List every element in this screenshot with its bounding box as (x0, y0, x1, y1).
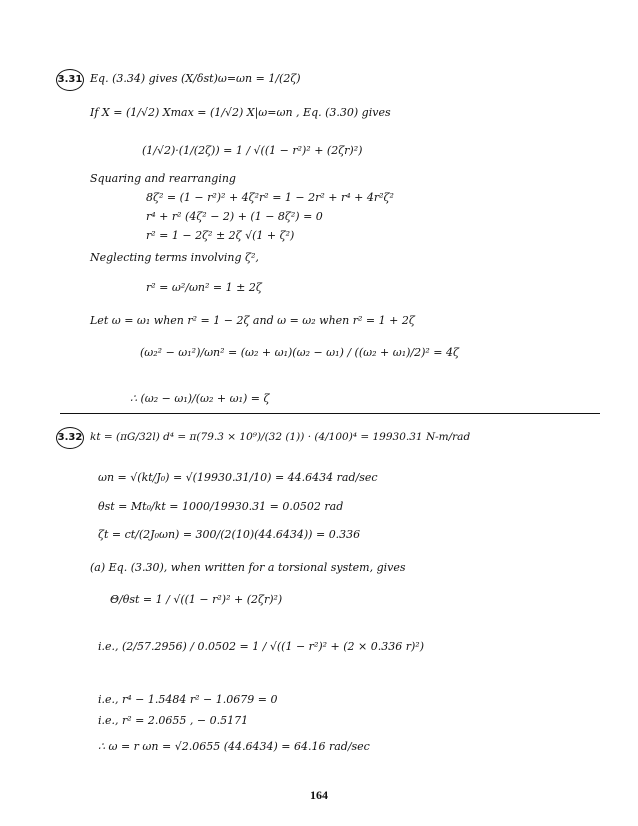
equation-line: r² = ω²/ωn² = 1 ± 2ζ (146, 281, 262, 294)
equation-line: i.e., (2/57.2956) / 0.0502 = 1 / √((1 − r²)² + (2 × 0.336 r)²) (98, 640, 425, 653)
equation-line: r² = 1 − 2ζ² ± 2ζ √(1 + ζ²) (146, 229, 295, 242)
equation-line: ∴ ω = r ωn = √2.0655 (44.6434) = 64.16 rad/sec (98, 740, 370, 753)
text-line: Squaring and rearranging (90, 172, 236, 185)
text-line: Let ω = ω₁ when r² = 1 − 2ζ and ω = ω₂ when r² = 1 + 2ζ (90, 314, 415, 327)
page-number: 164 (310, 788, 328, 802)
equation-line: i.e., r² = 2.0655 , − 0.5171 (98, 714, 249, 727)
equation-line: ζt = ct/(2J₀ωn) = 300/(2(10)(44.6434)) = 0.336 (98, 528, 361, 541)
equation-line: If X = (1/√2) Xmax = (1/√2) X|ω=ωn , Eq. (3.30) gives (90, 106, 391, 119)
equation-line: ∴ (ω₂ − ω₁)/(ω₂ + ω₁) = ζ (130, 392, 270, 405)
text-line: (a) Eq. (3.30), when written for a torsional system, gives (90, 561, 406, 574)
equation-line: θst = Mt₀/kt = 1000/19930.31 = 0.0502 rad (98, 500, 344, 513)
equation-line: Eq. (3.34) gives (X/δst)ω=ωn = 1/(2ζ) (90, 72, 301, 85)
equation-line: r⁴ + r² (4ζ² − 2) + (1 − 8ζ²) = 0 (146, 210, 323, 223)
equation-line: Θ/θst = 1 / √((1 − r²)² + (2ζr)²) (110, 593, 283, 606)
section-divider (60, 413, 600, 414)
equation-line: 8ζ² = (1 − r²)² + 4ζ²r² = 1 − 2r² + r⁴ + 4r²ζ² (146, 191, 394, 204)
equation-line: kt = (πG/32l) d⁴ = π(79.3 × 10⁹)/(32 (1)) · (4/100)⁴ = 19930.31 N-m/rad (90, 431, 471, 443)
text-line: Neglecting terms involving ζ², (90, 251, 259, 264)
problem-number-badge: 3.31 (56, 69, 84, 91)
equation-line: (1/√2)·(1/(2ζ)) = 1 / √((1 − r²)² + (2ζr)²) (142, 144, 363, 157)
equation-line: (ω₂² − ω₁²)/ωn² = (ω₂ + ω₁)(ω₂ − ω₁) / ((ω₂ + ω₁)/2)² = 4ζ (140, 346, 459, 359)
equation-line: i.e., r⁴ − 1.5484 r² − 1.0679 = 0 (98, 693, 278, 706)
problem-number-badge: 3.32 (56, 427, 84, 449)
equation-line: ωn = √(kt/J₀) = √(19930.31/10) = 44.6434 rad/sec (98, 471, 378, 484)
